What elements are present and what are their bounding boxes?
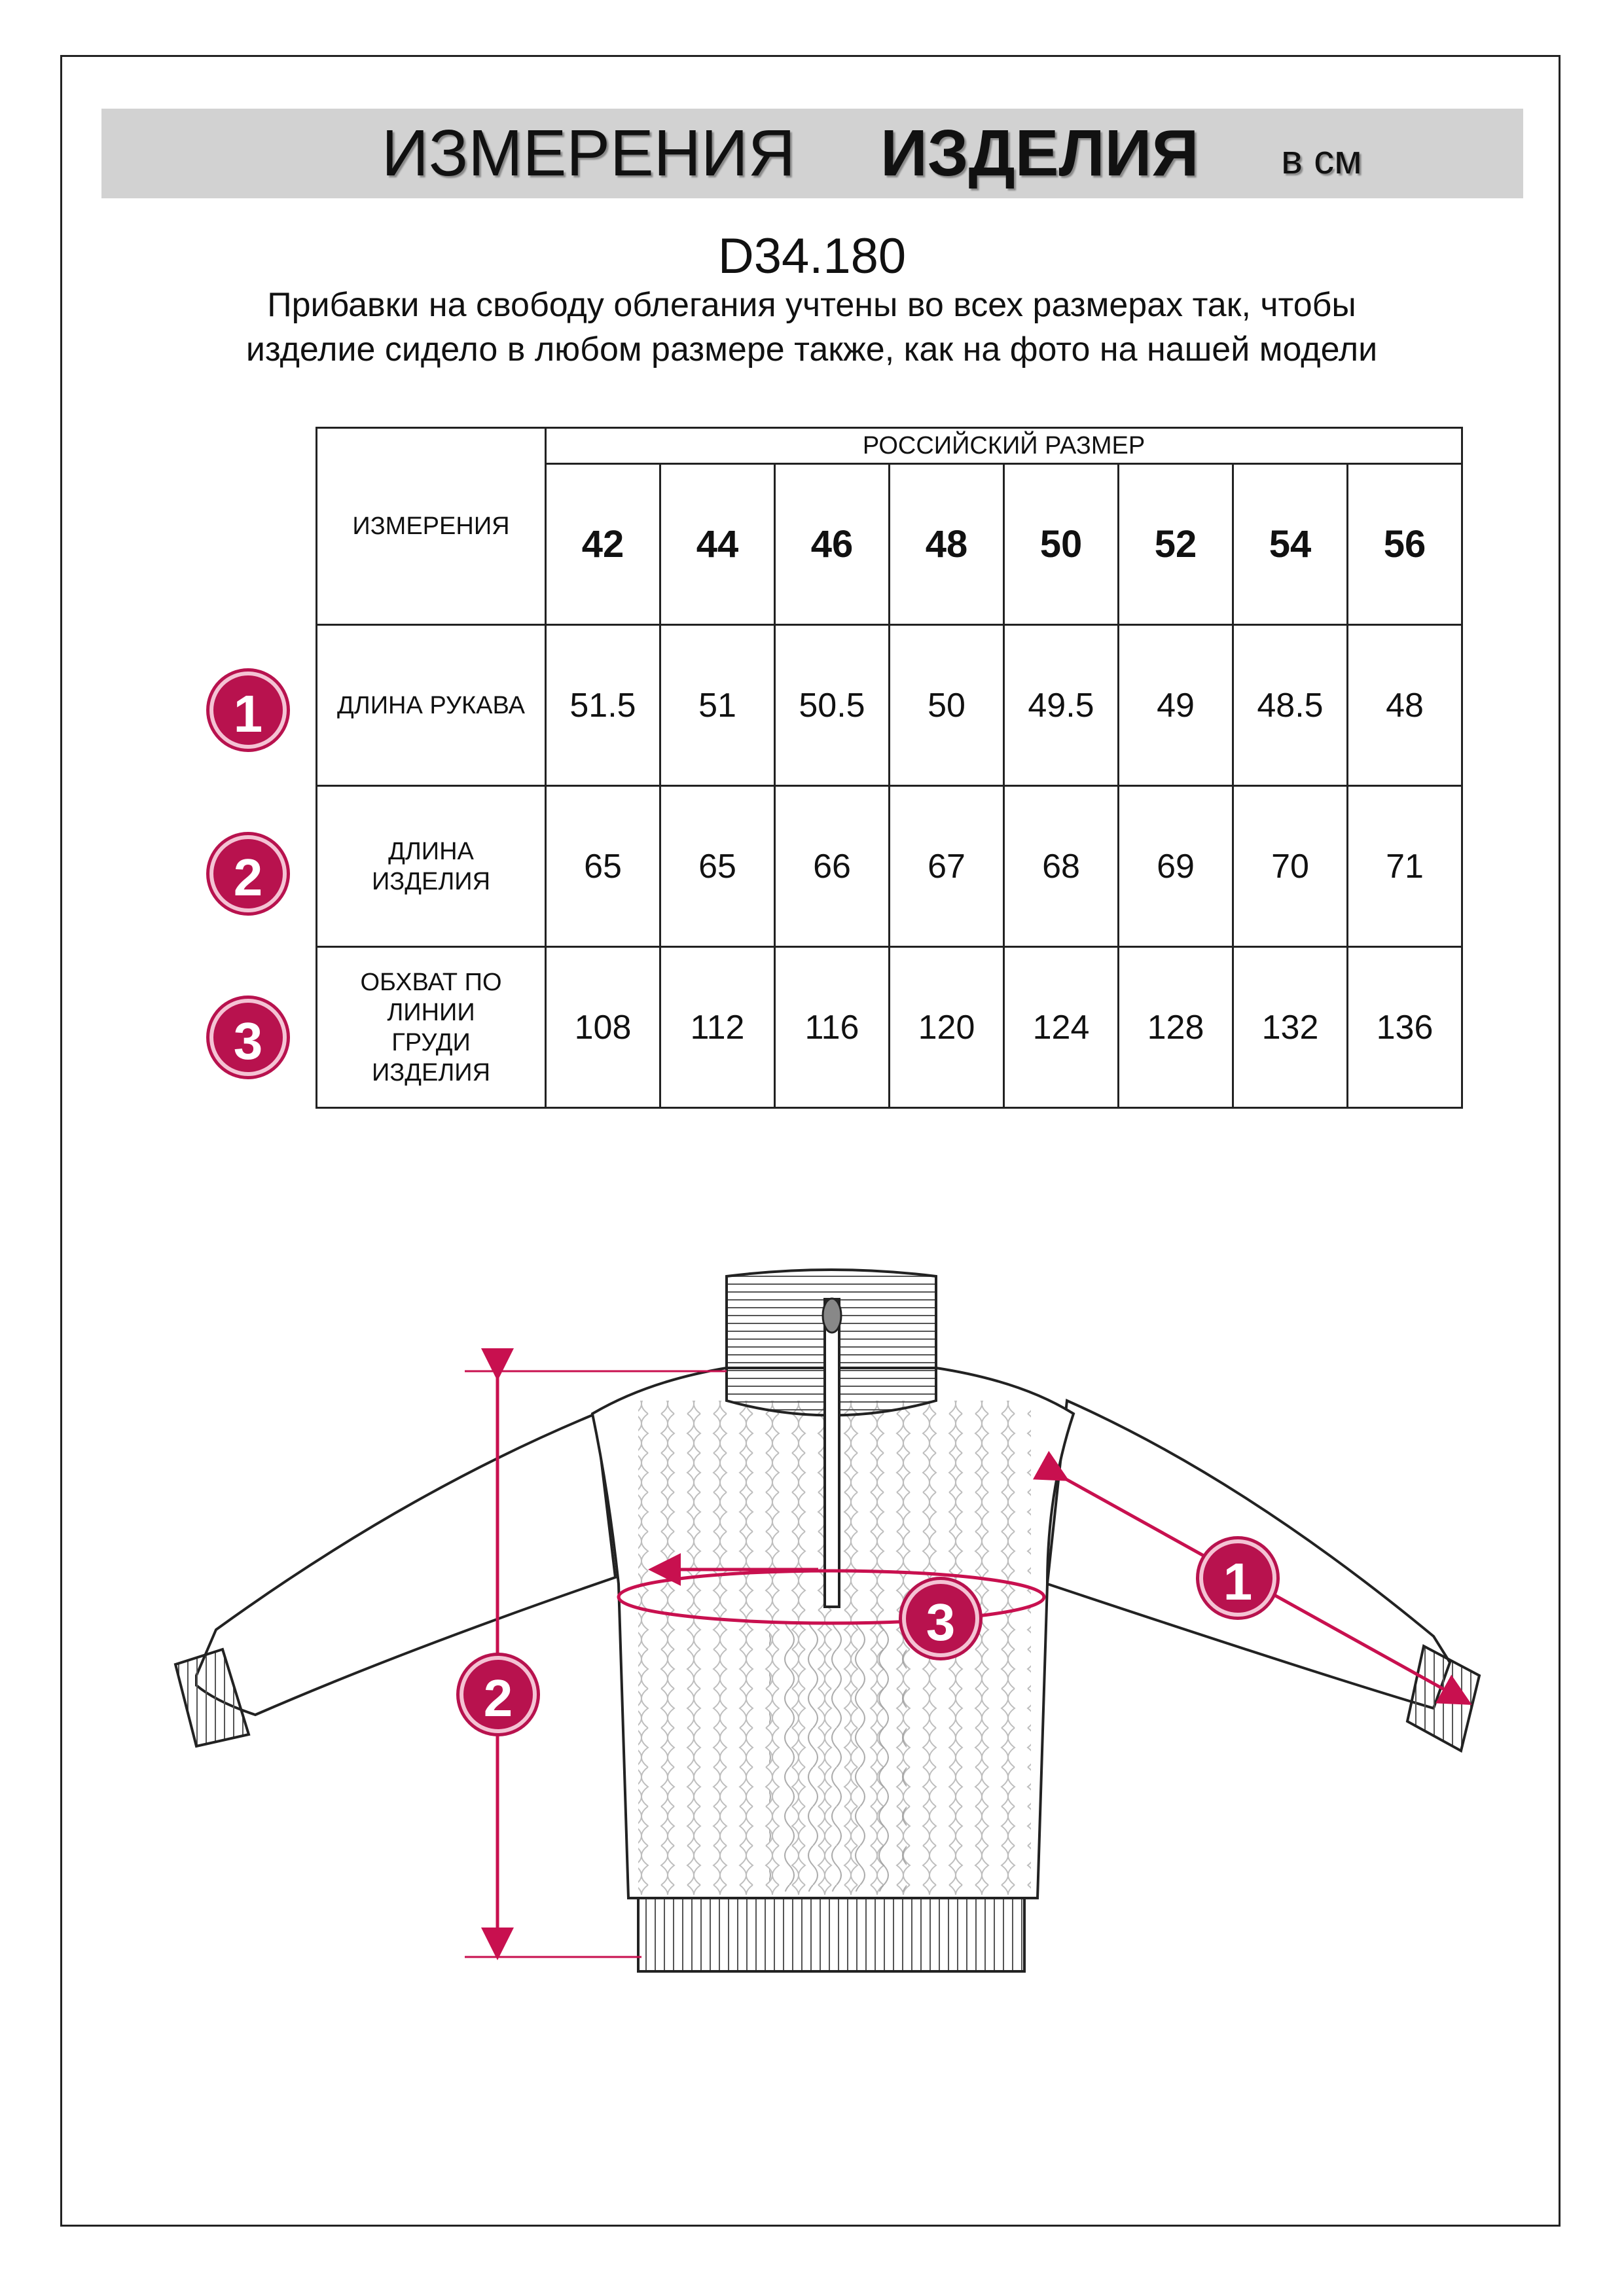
measurements-header: ИЗМЕРЕНИЯ	[317, 428, 546, 625]
zipper-pull	[823, 1299, 841, 1333]
size-header: 42	[546, 464, 660, 625]
diagram-marker-2: 2	[460, 1656, 537, 1733]
table-cell: 66	[775, 786, 890, 947]
table-cell: 48	[1348, 625, 1462, 786]
table-cell: 116	[775, 947, 890, 1108]
diagram-marker-1: 1	[1199, 1539, 1276, 1617]
table-cell: 50	[890, 625, 1004, 786]
front-wave-panel	[769, 1623, 907, 1892]
size-header: 48	[890, 464, 1004, 625]
table-cell: 132	[1233, 947, 1348, 1108]
table-cell: 50.5	[775, 625, 890, 786]
table-cell: 65	[546, 786, 660, 947]
size-header: 46	[775, 464, 890, 625]
table-cell: 124	[1004, 947, 1119, 1108]
table-cell: 51	[660, 625, 775, 786]
table-cell: 49	[1119, 625, 1233, 786]
row-label-text: ДЛИНА ИЗДЕЛИЯ	[371, 837, 491, 895]
table-cell: 71	[1348, 786, 1462, 947]
table-cell: 136	[1348, 947, 1462, 1108]
size-header: 44	[660, 464, 775, 625]
size-header: 54	[1233, 464, 1348, 625]
title-unit: в см	[1281, 137, 1362, 183]
table-cell: 70	[1233, 786, 1348, 947]
table-cell: 49.5	[1004, 625, 1119, 786]
size-header: 50	[1004, 464, 1119, 625]
table-cell: 128	[1119, 947, 1233, 1108]
table-cell: 65	[660, 786, 775, 947]
left-sleeve	[196, 1414, 615, 1715]
table-cell: 68	[1004, 786, 1119, 947]
title-product: ИЗДЕЛИЯ	[880, 117, 1199, 190]
table-cell: 51.5	[546, 625, 660, 786]
row-number-badge-1: 1	[209, 672, 287, 749]
table-cell: 112	[660, 947, 775, 1108]
diagram-marker-3: 3	[902, 1580, 979, 1657]
row-label-sleeve-length: ДЛИНА РУКАВА	[317, 625, 546, 786]
size-header: 52	[1119, 464, 1233, 625]
table-cell: 67	[890, 786, 1004, 947]
zipper	[825, 1299, 839, 1607]
row-number-badge-3: 3	[209, 999, 287, 1076]
sweater-sketch	[175, 1270, 1479, 1971]
row-number-badge-2: 2	[209, 835, 287, 912]
size-system-header: РОССИЙСКИЙ РАЗМЕР	[546, 428, 1462, 464]
waistband	[638, 1898, 1024, 1971]
table-cell: 108	[546, 947, 660, 1108]
product-code: D34.180	[717, 228, 907, 284]
title-measurements: ИЗМЕРЕНИЯ	[382, 117, 795, 190]
table-cell: 120	[890, 947, 1004, 1108]
row-label-text: ОБХВАТ ПО ЛИНИИ ГРУДИ ИЗДЕЛИЯ	[360, 968, 502, 1086]
table-cell: 69	[1119, 786, 1233, 947]
table-cell: 48.5	[1233, 625, 1348, 786]
size-header: 56	[1348, 464, 1462, 625]
fit-note: Прибавки на свободу облегания учтены во всех размерах так, чтобы изделие сидело в любом размере также, как на фото на нашей модели	[245, 286, 1378, 368]
